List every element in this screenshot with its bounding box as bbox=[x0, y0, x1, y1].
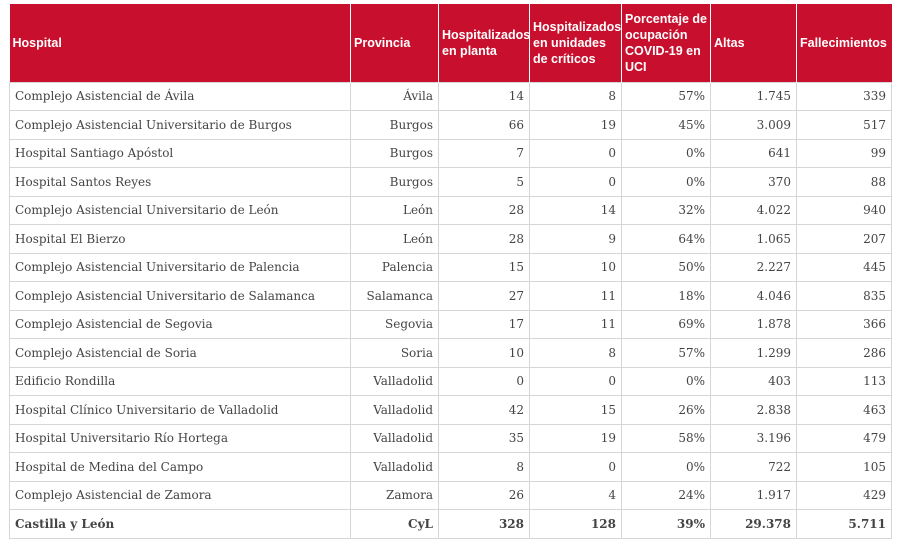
cell-altas: 1.878 bbox=[711, 310, 797, 339]
cell-hospital: Hospital El Bierzo bbox=[10, 225, 351, 254]
cell-provincia: Valladolid bbox=[351, 367, 439, 396]
cell-hospitalizados-planta: 27 bbox=[439, 282, 530, 311]
cell-fallecimientos: 429 bbox=[797, 481, 892, 510]
header-ocupacion-uci: Porcentaje de ocupación COVID-19 en UCI bbox=[622, 4, 711, 82]
cell-provincia: Soria bbox=[351, 339, 439, 368]
table-row bbox=[10, 111, 892, 140]
cell-fallecimientos: 113 bbox=[797, 367, 892, 396]
cell-altas: 641 bbox=[711, 139, 797, 168]
table-row bbox=[10, 168, 892, 197]
cell-hospitalizados-criticos: 4 bbox=[530, 481, 622, 510]
table-row bbox=[10, 282, 892, 311]
cell-ocupacion-uci: 58% bbox=[622, 424, 711, 453]
cell-altas: 403 bbox=[711, 367, 797, 396]
cell-altas: 370 bbox=[711, 168, 797, 197]
cell-hospital: Complejo Asistencial Universitario de Burgos bbox=[10, 111, 351, 140]
cell-hospitalizados-criticos: 19 bbox=[530, 111, 622, 140]
cell-hospitalizados-criticos: 8 bbox=[530, 339, 622, 368]
total-fallecimientos: 5.711 bbox=[797, 510, 892, 539]
cell-hospitalizados-criticos: 9 bbox=[530, 225, 622, 254]
cell-hospital: Edificio Rondilla bbox=[10, 367, 351, 396]
cell-ocupacion-uci: 0% bbox=[622, 139, 711, 168]
table-row bbox=[10, 367, 892, 396]
cell-hospitalizados-planta: 35 bbox=[439, 424, 530, 453]
cell-hospitalizados-criticos: 8 bbox=[530, 82, 622, 111]
cell-ocupacion-uci: 18% bbox=[622, 282, 711, 311]
cell-fallecimientos: 366 bbox=[797, 310, 892, 339]
cell-ocupacion-uci: 0% bbox=[622, 168, 711, 197]
cell-hospitalizados-criticos: 10 bbox=[530, 253, 622, 282]
cell-ocupacion-uci: 57% bbox=[622, 82, 711, 111]
header-hospitalizados-planta: Hospitalizados en planta bbox=[439, 4, 530, 82]
cell-ocupacion-uci: 0% bbox=[622, 367, 711, 396]
cell-altas: 2.227 bbox=[711, 253, 797, 282]
cell-fallecimientos: 479 bbox=[797, 424, 892, 453]
table-row bbox=[10, 253, 892, 282]
table-body bbox=[10, 82, 892, 510]
header-provincia: Provincia bbox=[351, 4, 439, 82]
cell-altas: 1.917 bbox=[711, 481, 797, 510]
cell-provincia: Palencia bbox=[351, 253, 439, 282]
total-hospitalizados-planta: 328 bbox=[439, 510, 530, 539]
cell-provincia: Burgos bbox=[351, 111, 439, 140]
cell-ocupacion-uci: 32% bbox=[622, 196, 711, 225]
cell-altas: 1.745 bbox=[711, 82, 797, 111]
cell-hospitalizados-criticos: 11 bbox=[530, 310, 622, 339]
cell-hospitalizados-planta: 26 bbox=[439, 481, 530, 510]
table-row bbox=[10, 139, 892, 168]
cell-hospital: Complejo Asistencial Universitario de Salamanca bbox=[10, 282, 351, 311]
cell-hospital: Complejo Asistencial de Segovia bbox=[10, 310, 351, 339]
table-row bbox=[10, 196, 892, 225]
table-row bbox=[10, 310, 892, 339]
cell-provincia: Segovia bbox=[351, 310, 439, 339]
cell-hospitalizados-planta: 17 bbox=[439, 310, 530, 339]
cell-fallecimientos: 940 bbox=[797, 196, 892, 225]
cell-altas: 2.838 bbox=[711, 396, 797, 425]
table-row bbox=[10, 481, 892, 510]
total-altas: 29.378 bbox=[711, 510, 797, 539]
cell-hospital: Hospital Santiago Apóstol bbox=[10, 139, 351, 168]
cell-provincia: Valladolid bbox=[351, 396, 439, 425]
cell-ocupacion-uci: 57% bbox=[622, 339, 711, 368]
total-ocupacion-uci: 39% bbox=[622, 510, 711, 539]
cell-provincia: Salamanca bbox=[351, 282, 439, 311]
table-row bbox=[10, 453, 892, 482]
cell-hospital: Complejo Asistencial Universitario de Palencia bbox=[10, 253, 351, 282]
cell-hospitalizados-criticos: 0 bbox=[530, 168, 622, 197]
cell-hospital: Hospital de Medina del Campo bbox=[10, 453, 351, 482]
cell-altas: 3.196 bbox=[711, 424, 797, 453]
cell-provincia: León bbox=[351, 196, 439, 225]
total-row bbox=[10, 510, 892, 539]
cell-ocupacion-uci: 45% bbox=[622, 111, 711, 140]
cell-altas: 1.299 bbox=[711, 339, 797, 368]
cell-hospital: Hospital Clínico Universitario de Valladolid bbox=[10, 396, 351, 425]
cell-provincia: Burgos bbox=[351, 139, 439, 168]
cell-fallecimientos: 88 bbox=[797, 168, 892, 197]
cell-hospital: Complejo Asistencial de Ávila bbox=[10, 82, 351, 111]
cell-ocupacion-uci: 26% bbox=[622, 396, 711, 425]
cell-altas: 3.009 bbox=[711, 111, 797, 140]
total-provincia: CyL bbox=[351, 510, 439, 539]
cell-hospitalizados-planta: 8 bbox=[439, 453, 530, 482]
table-row bbox=[10, 339, 892, 368]
cell-hospitalizados-criticos: 0 bbox=[530, 139, 622, 168]
cell-ocupacion-uci: 69% bbox=[622, 310, 711, 339]
cell-fallecimientos: 105 bbox=[797, 453, 892, 482]
cell-hospital: Complejo Asistencial de Soria bbox=[10, 339, 351, 368]
cell-provincia: Ávila bbox=[351, 82, 439, 111]
hospital-data-table bbox=[9, 4, 892, 539]
cell-hospital: Complejo Asistencial de Zamora bbox=[10, 481, 351, 510]
cell-hospitalizados-criticos: 14 bbox=[530, 196, 622, 225]
cell-hospitalizados-planta: 14 bbox=[439, 82, 530, 111]
cell-hospitalizados-planta: 66 bbox=[439, 111, 530, 140]
total-hospital: Castilla y León bbox=[10, 510, 351, 539]
header-hospital: Hospital bbox=[10, 4, 351, 82]
cell-hospitalizados-planta: 28 bbox=[439, 196, 530, 225]
cell-ocupacion-uci: 64% bbox=[622, 225, 711, 254]
table-row bbox=[10, 424, 892, 453]
table-row bbox=[10, 396, 892, 425]
cell-ocupacion-uci: 50% bbox=[622, 253, 711, 282]
cell-fallecimientos: 207 bbox=[797, 225, 892, 254]
cell-fallecimientos: 339 bbox=[797, 82, 892, 111]
cell-hospitalizados-planta: 5 bbox=[439, 168, 530, 197]
header-hospitalizados-criticos: Hospitalizados en unidades de críticos bbox=[530, 4, 622, 82]
cell-altas: 4.046 bbox=[711, 282, 797, 311]
cell-fallecimientos: 286 bbox=[797, 339, 892, 368]
cell-fallecimientos: 99 bbox=[797, 139, 892, 168]
cell-fallecimientos: 445 bbox=[797, 253, 892, 282]
cell-hospitalizados-criticos: 11 bbox=[530, 282, 622, 311]
cell-ocupacion-uci: 24% bbox=[622, 481, 711, 510]
cell-provincia: Zamora bbox=[351, 481, 439, 510]
cell-altas: 4.022 bbox=[711, 196, 797, 225]
cell-altas: 722 bbox=[711, 453, 797, 482]
cell-hospitalizados-criticos: 15 bbox=[530, 396, 622, 425]
cell-altas: 1.065 bbox=[711, 225, 797, 254]
table-header-row bbox=[10, 4, 892, 82]
cell-hospital: Complejo Asistencial Universitario de León bbox=[10, 196, 351, 225]
header-fallecimientos: Fallecimientos bbox=[797, 4, 892, 82]
cell-hospital: Hospital Universitario Río Hortega bbox=[10, 424, 351, 453]
cell-hospitalizados-planta: 0 bbox=[439, 367, 530, 396]
cell-provincia: Valladolid bbox=[351, 424, 439, 453]
cell-hospitalizados-criticos: 0 bbox=[530, 367, 622, 396]
cell-provincia: Burgos bbox=[351, 168, 439, 197]
cell-hospitalizados-planta: 7 bbox=[439, 139, 530, 168]
cell-hospitalizados-criticos: 19 bbox=[530, 424, 622, 453]
cell-provincia: León bbox=[351, 225, 439, 254]
table-row bbox=[10, 225, 892, 254]
cell-fallecimientos: 835 bbox=[797, 282, 892, 311]
cell-fallecimientos: 517 bbox=[797, 111, 892, 140]
cell-hospitalizados-planta: 28 bbox=[439, 225, 530, 254]
header-altas: Altas bbox=[711, 4, 797, 82]
cell-provincia: Valladolid bbox=[351, 453, 439, 482]
cell-hospitalizados-planta: 42 bbox=[439, 396, 530, 425]
cell-hospitalizados-planta: 15 bbox=[439, 253, 530, 282]
cell-ocupacion-uci: 0% bbox=[622, 453, 711, 482]
cell-fallecimientos: 463 bbox=[797, 396, 892, 425]
cell-hospitalizados-criticos: 0 bbox=[530, 453, 622, 482]
table-row bbox=[10, 82, 892, 111]
cell-hospitalizados-planta: 10 bbox=[439, 339, 530, 368]
total-hospitalizados-criticos: 128 bbox=[530, 510, 622, 539]
cell-hospital: Hospital Santos Reyes bbox=[10, 168, 351, 197]
